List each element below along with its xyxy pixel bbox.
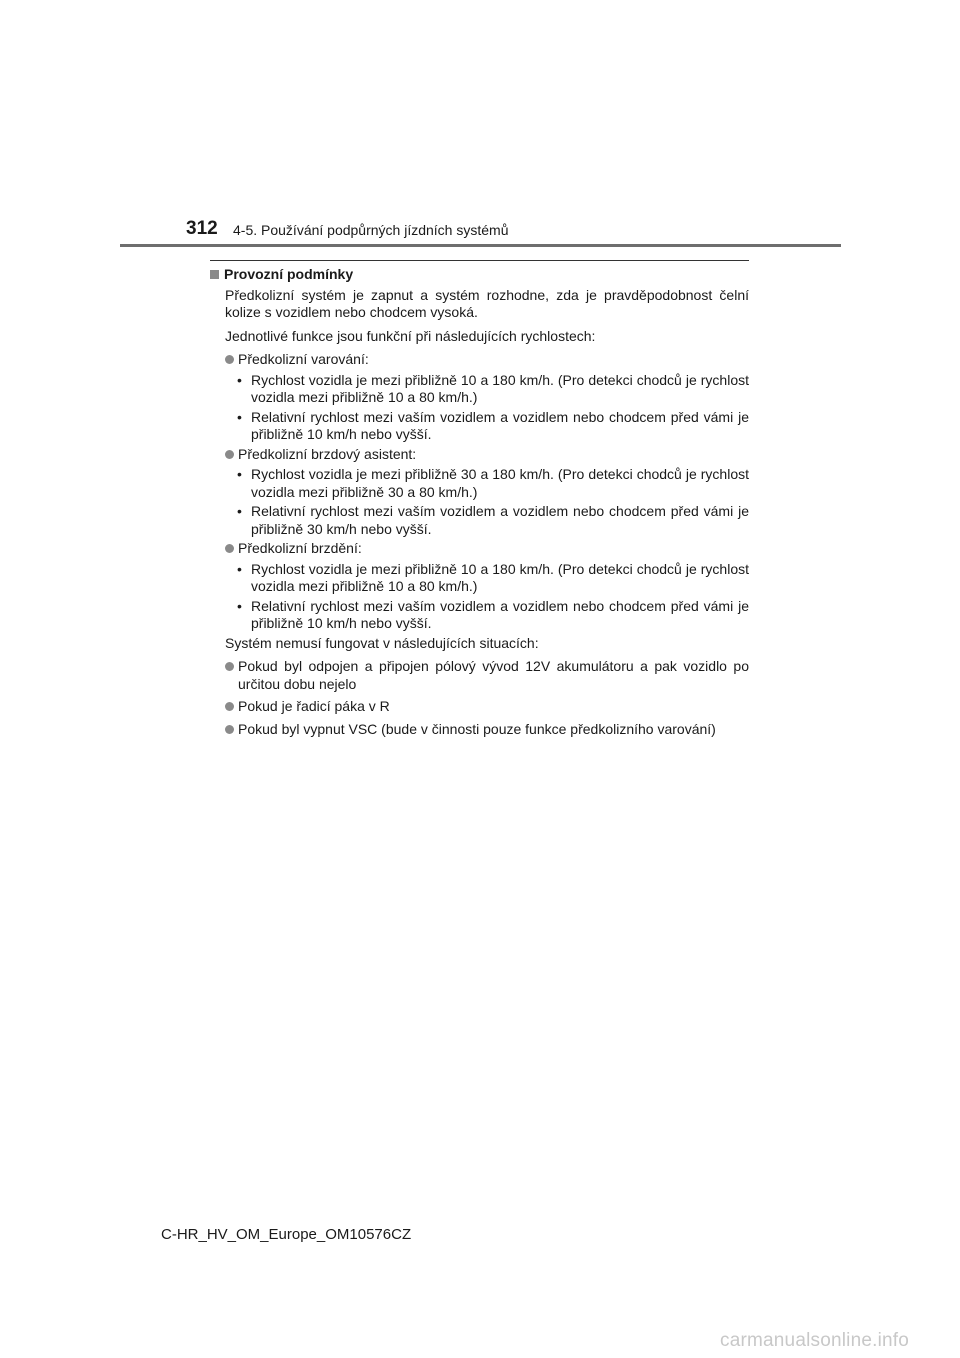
function-label-text: Předkolizní brzdový asistent:	[238, 445, 417, 462]
watermark: carmanualsonline.info	[720, 1330, 910, 1351]
circle-bullet-icon	[225, 662, 234, 671]
square-bullet-icon	[210, 270, 219, 279]
dot-bullet-icon: •	[237, 466, 242, 482]
list-item: • Relativní rychlost mezi vaším vozidlem a vozidlem nebo chodcem před vámi je přibližně 10 km/h nebo vyšší.	[237, 597, 749, 631]
circle-bullet-icon	[225, 355, 234, 364]
dot-bullet-icon: •	[237, 371, 242, 388]
chapter-title: 4-5. Používání podpůrných jízdních systémů	[233, 222, 509, 238]
page-number: 312	[186, 218, 218, 239]
function-bullets	[210, 466, 749, 538]
intro-paragraph: Předkolizní systém je zapnut a systém rozhodne, zda je pravděpodobnost čelní kolize s vozidlem nebo chodcem vysoká.	[225, 286, 749, 320]
situation-item: Pokud je řadicí páka v R	[210, 698, 749, 716]
circle-bullet-icon	[225, 450, 234, 459]
circle-bullet-icon	[225, 544, 234, 553]
list-item: • Rychlost vozidla je mezi přibližně 10 a 180 km/h. (Pro detekci chodců je rychlost vozidla mezi přibližně 10 a 80 km/h.)	[237, 371, 749, 405]
header-rule	[120, 244, 841, 247]
dot-bullet-icon: •	[237, 560, 242, 577]
document-code: C-HR_HV_OM_Europe_OM10576CZ	[161, 1226, 412, 1243]
situation-item: Pokud byl odpojen a připojen pólový vývod 12V akumulátoru a pak vozidlo po určitou dobu nejelo	[210, 658, 749, 693]
list-item: • Rychlost vozidla je mezi přibližně 30 a 180 km/h. (Pro detekci chodců je rychlost vozidla mezi přibližně 30 a 80 km/h.)	[237, 466, 749, 500]
function-label-text: Předkolizní brzdění:	[238, 540, 362, 556]
circle-bullet-icon	[225, 702, 234, 711]
function-label	[210, 446, 749, 464]
situation-item: Pokud byl vypnut VSC (bude v činnosti pouze funkce předkolizního varování)	[210, 721, 749, 739]
function-label	[210, 540, 749, 558]
dot-bullet-icon: •	[237, 597, 242, 614]
circle-bullet-icon	[225, 725, 234, 734]
function-label-text: Předkolizní varování:	[238, 351, 369, 367]
section-rule	[210, 260, 749, 261]
speeds-intro: Jednotlivé funkce jsou funkční při následujících rychlostech:	[225, 327, 596, 344]
dot-bullet-icon: •	[237, 408, 242, 425]
list-item: • Relativní rychlost mezi vaším vozidlem a vozidlem nebo chodcem před vámi je přibližně 10 km/h nebo vyšší.	[237, 408, 749, 442]
function-bullets	[210, 372, 749, 444]
dot-bullet-icon: •	[237, 503, 242, 519]
function-label	[210, 351, 749, 369]
not-working-intro: Systém nemusí fungovat v následujících situacích:	[225, 634, 539, 651]
section-content	[210, 266, 749, 743]
function-bullets	[210, 561, 749, 633]
list-item: • Relativní rychlost mezi vaším vozidlem a vozidlem nebo chodcem před vámi je přibližně 30 km/h nebo vyšší.	[237, 503, 749, 537]
section-title: Provozní podmínky	[224, 266, 354, 282]
section-heading	[210, 266, 749, 284]
list-item: • Rychlost vozidla je mezi přibližně 10 a 180 km/h. (Pro detekci chodců je rychlost vozidla mezi přibližně 10 a 80 km/h.)	[237, 560, 749, 594]
